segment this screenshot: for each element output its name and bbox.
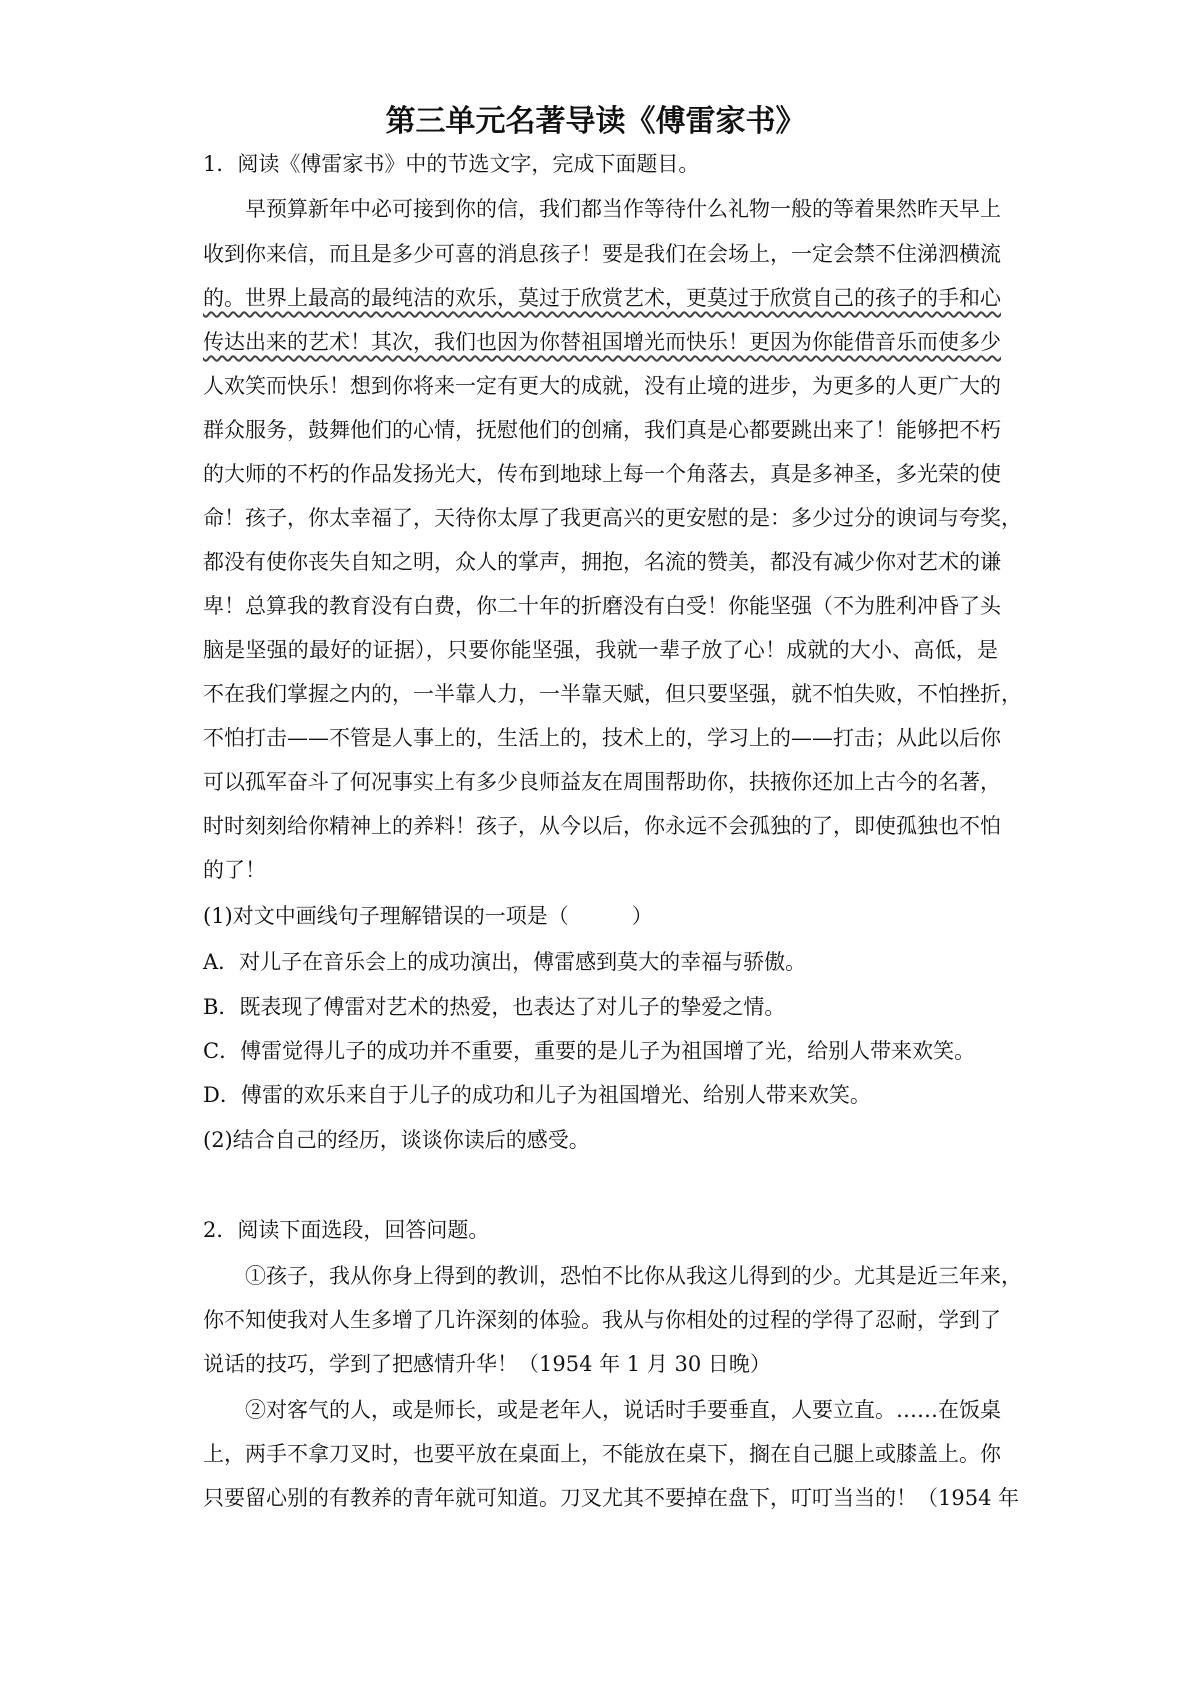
q2-passage-line-6: 只要留心别的有教养的青年就可知道。刀叉尤其不要掉在盘下，叮叮当当的！（1954 年 [203, 1486, 1020, 1510]
q1-passage-line-12: 不在我们掌握之内的，一半靠人力，一半靠天赋，但只要坚强，就不怕失败，不怕挫折， [203, 682, 1022, 706]
q1-option-c: C．傅雷觉得儿子的成功并不重要，重要的是儿子为祖国增了光，给别人带来欢笑。 [203, 1039, 976, 1063]
q1-passage-line-13: 不怕打击——不管是人事上的，生活上的，技术上的，学习上的——打击；从此以后你 [203, 726, 1001, 750]
q1-passage-line-16: 的了！ [203, 858, 266, 882]
q1-passage-line-11: 脑是坚强的最好的证据），只要你能坚强，我就一辈子放了心！成就的大小、高低，是 [203, 638, 998, 662]
q1-passage-line-5: 人欢笑而快乐！想到你将来一定有更大的成就，没有止境的进步，为更多的人更广大的 [203, 374, 1001, 398]
q2-passage-line-1: ①孩子，我从你身上得到的教训，恐怕不比你从我这儿得到的少。尤其是近三年来， [245, 1264, 1022, 1288]
q1-passage-line-8: 命！孩子，你太幸福了，天待你太厚了我更高兴的更安慰的是：多少过分的谀词与夸奖， [203, 506, 1022, 530]
q1-passage-line-2: 收到你来信，而且是多少可喜的消息孩子！要是我们在会场上，一定会禁不住涕泗横流 [203, 242, 1001, 266]
q2-passage-line-2: 你不知使我对人生多增了几许深刻的体验。我从与你相处的过程的学得了忍耐，学到了 [203, 1308, 1001, 1332]
q1-passage-line-15: 时时刻刻给你精神上的养料！孩子，从今以后，你永远不会孤独的了，即使孤独也不怕 [203, 814, 1001, 838]
q2-passage-line-3: 说话的技巧，学到了把感情升华！（1954 年 1 月 30 日晚） [203, 1352, 771, 1376]
q1-passage-line-7: 的大师的不朽的作品发扬光大，传布到地球上每一个角落去，真是多神圣，多光荣的使 [203, 462, 1001, 486]
q1-sub-question-1: (1)对文中画线句子理解错误的一项是（ ） [203, 904, 653, 928]
q2-passage-line-4: ②对客气的人，或是师长，或是老年人，说话时手要垂直，人要立直。……在饭桌 [245, 1398, 1001, 1422]
q1-passage-line-3: 的。世界上最高的最纯洁的欢乐，莫过于欣赏艺术，更莫过于欣赏自己的孩子的手和心 [203, 286, 1001, 310]
q1-passage-line-9: 都没有使你丧失自知之明，众人的掌声，拥抱，名流的赞美，都没有减少你对艺术的谦 [203, 550, 1001, 574]
q1-passage-line-10: 卑！总算我的教育没有白费，你二十年的折磨没有白受！你能坚强（不为胜利冲昏了头 [203, 594, 1001, 618]
question-2-prompt: 2．阅读下面选段，回答问题。 [203, 1218, 490, 1242]
q1-passage-line-1: 早预算新年中必可接到你的信，我们都当作等待什么礼物一般的等着果然昨天早上 [245, 197, 1001, 221]
q1-passage-line-14: 可以孤军奋斗了何况事实上有多少良师益友在周围帮助你，扶掖你还加上古今的名著， [203, 770, 1001, 794]
question-1-prompt: 1．阅读《傅雷家书》中的节选文字，完成下面题目。 [203, 152, 700, 176]
q1-passage-line-4: 传达出来的艺术！其次，我们也因为你替祖国增光而快乐！更因为你能借音乐而使多少 [203, 330, 1001, 354]
q1-sub-question-2: (2)结合自己的经历，谈谈你读后的感受。 [203, 1128, 590, 1152]
q1-option-a: A．对儿子在音乐会上的成功演出，傅雷感到莫大的幸福与骄傲。 [203, 950, 807, 974]
q1-passage-line-6: 群众服务，鼓舞他们的心情，抚慰他们的创痛，我们真是心都要跳出来了！能够把不朽 [203, 418, 1001, 442]
q2-passage-line-5: 上，两手不拿刀叉时，也要平放在桌面上，不能放在桌下，搁在自己腿上或膝盖上。你 [203, 1442, 1001, 1466]
q1-option-b: B．既表现了傅雷对艺术的热爱，也表达了对儿子的挚爱之情。 [203, 995, 786, 1019]
page-title: 第三单元名著导读《傅雷家书》 [385, 104, 806, 139]
q1-option-d: D．傅雷的欢乐来自于儿子的成功和儿子为祖国增光、给别人带来欢笑。 [203, 1083, 871, 1107]
